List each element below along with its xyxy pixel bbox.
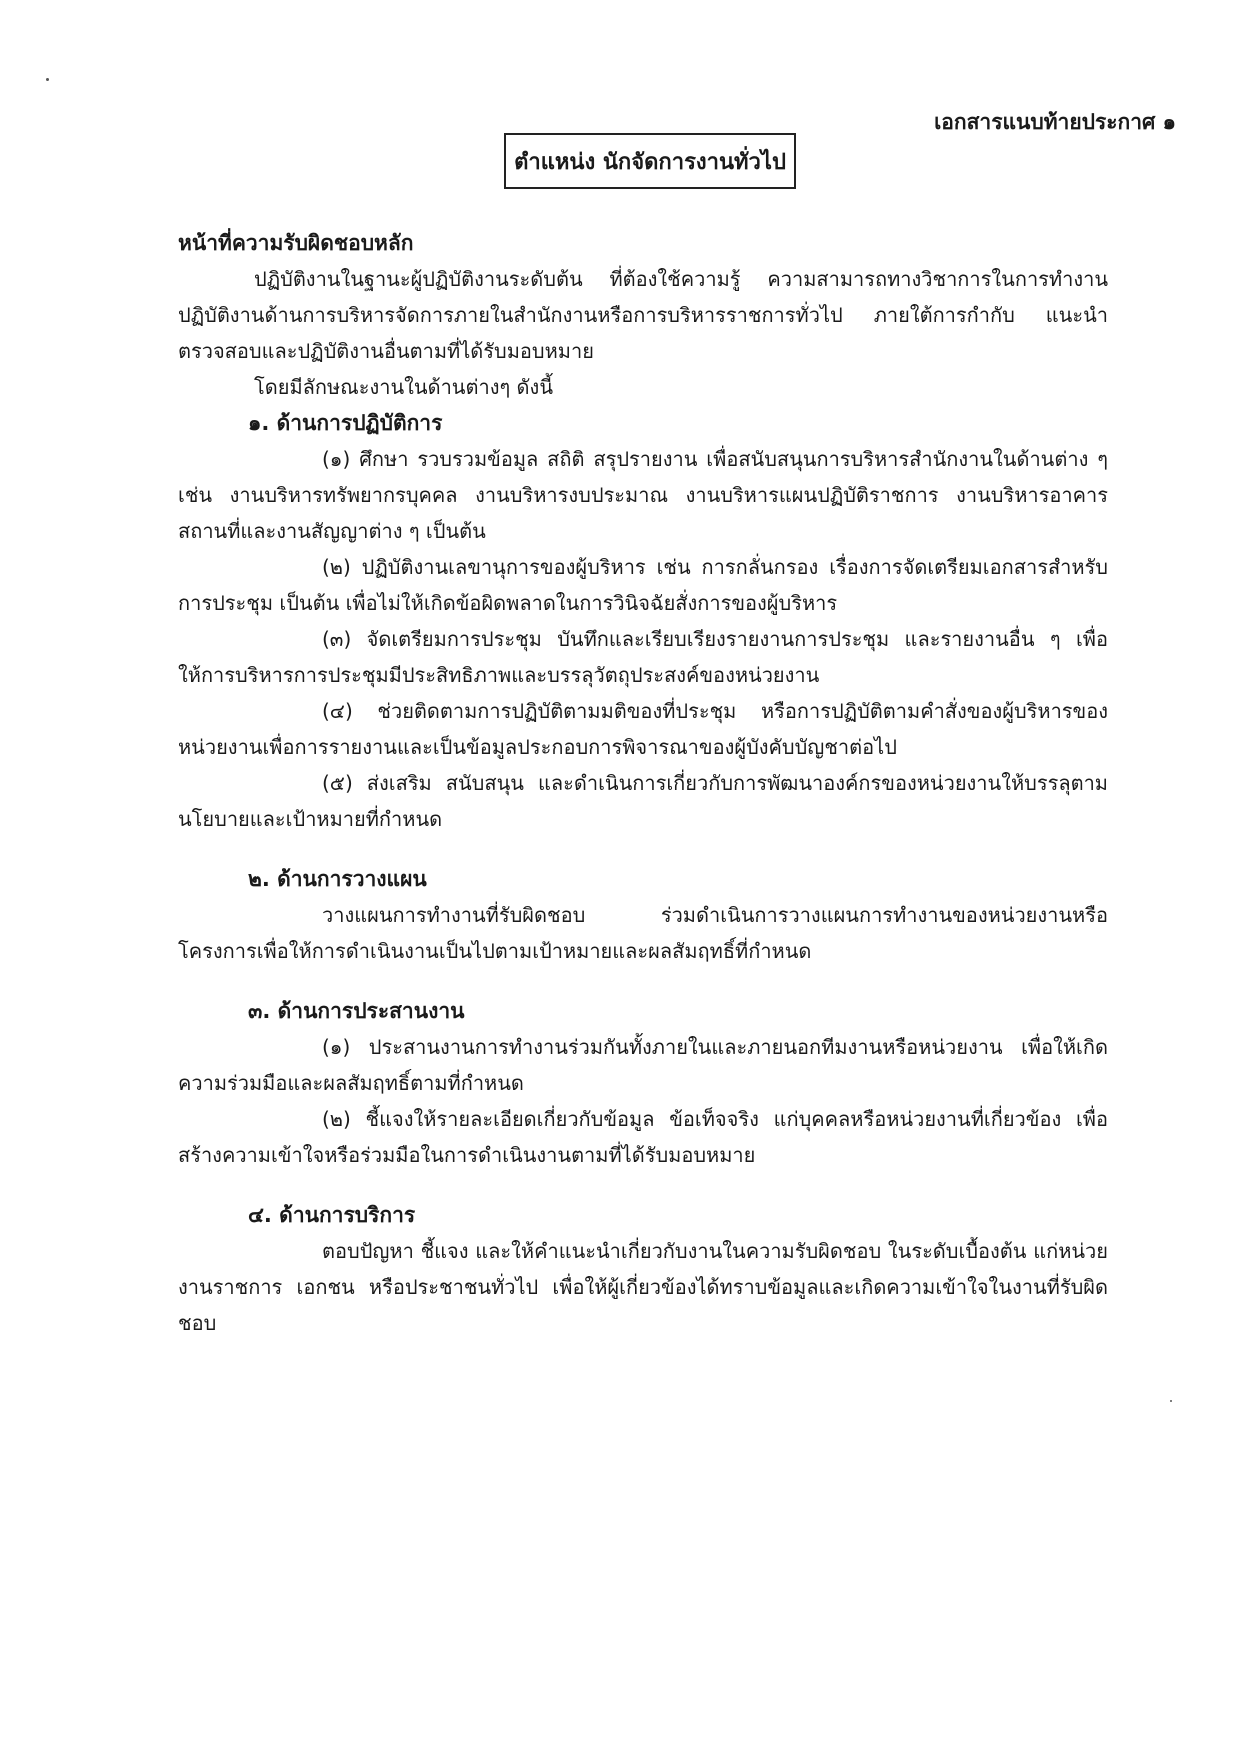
section-title-operations: ๑. ด้านการปฏิบัติการ [248, 411, 443, 435]
operations-item-3: (๓) จัดเตรียมการประชุม บันทึกและเรียบเรียงรายงานการประชุม และรายงานอื่น ๆ เพื่อให้การบริหารการประชุมมีประสิทธิภาพและบรรลุวัตถุประสงค์ของหน่วยงาน [178, 627, 1108, 687]
coordination-item-1: (๑) ประสานงานการทำงานร่วมกันทั้งภายในและภายนอกทีมงานหรือหน่วยงาน เพื่อให้เกิดความร่วมมือและผลสัมฤทธิ์ตามที่กำหนด [178, 1035, 1108, 1095]
document-body [178, 225, 1108, 1341]
position-title: ตำแหน่ง นักจัดการงานทั่วไป [514, 149, 786, 175]
section-title-planning: ๒. ด้านการวางแผน [248, 867, 427, 891]
section-title-coordination: ๓. ด้านการประสานงาน [248, 999, 465, 1023]
scan-speck [46, 78, 49, 81]
service-item-1: ตอบปัญหา ชี้แจง และให้คำแนะนำเกี่ยวกับงานในความรับผิดชอบ ในระดับเบื้องต้น แก่หน่วยงานราชการ เอกชน หรือประชาชนทั่วไป เพื่อให้ผู้เกี่ยวข้องได้ทราบข้อมูลและเกิดความเข้าใจในงานที่รับผิดชอบ [178, 1239, 1108, 1335]
position-title-box [504, 133, 796, 189]
operations-item-4: (๔) ช่วยติดตามการปฏิบัติตามมติของที่ประชุม หรือการปฏิบัติตามคำสั่งของผู้บริหารของหน่วยงานเพื่อการรายงานและเป็นข้อมูลประกอบการพิจารณาของผู้บังคับบัญชาต่อไป [178, 699, 1108, 759]
operations-item-2: (๒) ปฏิบัติงานเลขานุการของผู้บริหาร เช่น การกลั่นกรอง เรื่องการจัดเตรียมเอกสารสำหรับการประชุม เป็นต้น เพื่อไม่ให้เกิดข้อผิดพลาดในการวินิจฉัยสั่งการของผู้บริหาร [178, 555, 1108, 615]
section-gap [178, 1173, 1108, 1197]
operations-item-1: (๑) ศึกษา รวบรวมข้อมูล สถิติ สรุปรายงาน เพื่อสนับสนุนการบริหารสำนักงานในด้านต่าง ๆ เช่น งานบริหารทรัพยากรบุคคล งานบริหารงบประมาณ งานบริหารแผนปฏิบัติราชการ งานบริหารอาคารสถานที่และงานสัญญาต่าง ๆ เป็นต้น [178, 447, 1108, 543]
operations-item-5: (๕) ส่งเสริม สนับสนุน และดำเนินการเกี่ยวกับการพัฒนาองค์กรของหน่วยงานให้บรรลุตามนโยบายและเป้าหมายที่กำหนด [178, 771, 1108, 831]
duties-heading: หน้าที่ความรับผิดชอบหลัก [178, 231, 414, 255]
duties-intro: ปฏิบัติงานในฐานะผู้ปฏิบัติงานระดับต้น ที่ต้องใช้ความรู้ ความสามารถทางวิชาการในการทำงาน ปฏิบัติงานด้านการบริหารจัดการภายในสำนักงานหรือการบริหารราชการทั่วไป ภายใต้การกำกับ แนะนำ ตรวจสอบและปฏิบัติงานอื่นตามที่ได้รับมอบหมาย [178, 267, 1108, 363]
attachment-reference: เอกสารแนบท้ายประกาศ ๑ [934, 110, 1176, 134]
coordination-item-2: (๒) ชี้แจงให้รายละเอียดเกี่ยวกับข้อมูล ข้อเท็จจริง แก่บุคคลหรือหน่วยงานที่เกี่ยวข้อง เพื่อสร้างความเข้าใจหรือร่วมมือในการดำเนินงานตามที่ได้รับมอบหมาย [178, 1107, 1108, 1167]
section-gap [178, 837, 1108, 861]
section-title-service: ๔. ด้านการบริการ [248, 1203, 416, 1227]
planning-item-1: วางแผนการทำงานที่รับผิดชอบ ร่วมดำเนินการวางแผนการทำงานของหน่วยงานหรือโครงการเพื่อให้การดำเนินงานเป็นไปตามเป้าหมายและผลสัมฤทธิ์ที่กำหนด [178, 903, 1108, 963]
duties-lead: โดยมีลักษณะงานในด้านต่างๆ ดังนี้ [254, 375, 553, 399]
section-gap [178, 969, 1108, 993]
scan-speck [1170, 1400, 1172, 1402]
